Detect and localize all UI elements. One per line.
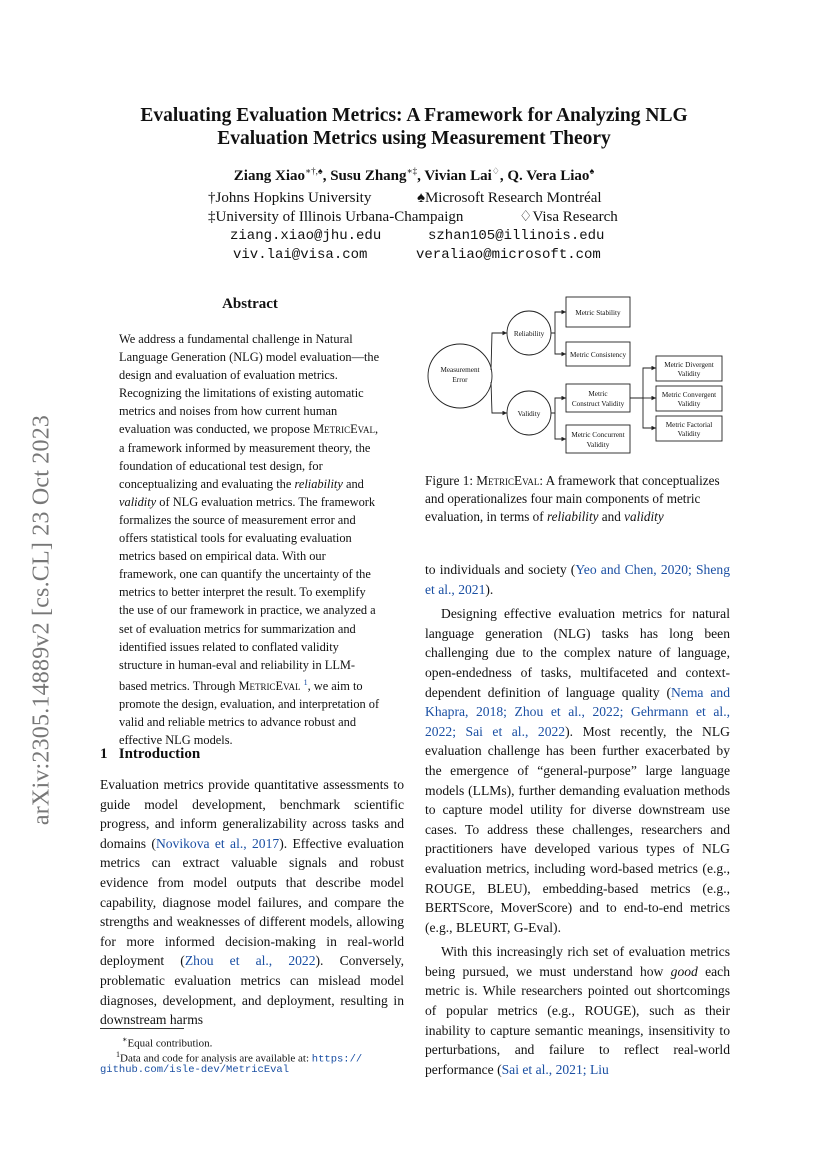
affiliation-visa: ♢Visa Research bbox=[519, 209, 618, 225]
intro-left-column bbox=[100, 775, 404, 1030]
caption-label: Figure 1: bbox=[425, 473, 477, 488]
body-text: With this increasingly rich set of evaluation metrics being pursued, we must understand how bbox=[425, 944, 730, 979]
body-text: ). Effective evaluation metrics can extract valuable signals and robust evidence from model outputs that describe model capability, diagnose model failures, and compare the strengths and weaknesses of different models, allowing for more informed decision-making in real-world deployment ( bbox=[100, 835, 404, 969]
construct-label: Metric bbox=[588, 390, 608, 398]
paragraph bbox=[425, 604, 730, 937]
caption-text: : A framework that conceptualizes and operationalizes four main components of metric evaluation, in terms of bbox=[425, 473, 720, 524]
paper-title bbox=[100, 104, 728, 150]
body-text: each metric is. While researchers pointed out shortcomings of popular metrics (e.g., ROUGE), such as their inability to capture semantic meanings, insensitivity to perturbations, and failure to reflect real-world performance ( bbox=[425, 963, 731, 1077]
metriceval-name: MetricEval bbox=[238, 678, 301, 693]
metriceval-name: MetricEval bbox=[313, 422, 375, 437]
measurement-error-label: Measurement bbox=[440, 366, 480, 374]
emphasis: reliability bbox=[294, 476, 343, 491]
body-text: ). Conversely, problematic evaluation metrics can mislead model diagnoses, development, and deployment, resulting in downstream harms bbox=[100, 953, 404, 1028]
divergent-label: Metric Divergent bbox=[664, 361, 714, 369]
body-text: ). Most recently, the NLG evaluation challenge has been further exacerbated by the emergence of “general-purpose” large language models (LLMs), further demanding evaluation methods to capture model utility for diverse downstream use cases. To address these challenges, researchers and practitioners have developed various types of NLG evaluation metrics, including word-based metrics (e.g., ROUGE, BLEU), embedding-based metrics (e.g., BERTScore, MoverScore) and to end-to-end metrics (e.g., BLEURT, G-Eval). bbox=[425, 723, 730, 935]
abstract-text: and bbox=[342, 476, 364, 491]
author-marks: ∗†,♠ bbox=[305, 166, 323, 176]
citation-link[interactable]: Yeo and Chen, 2020; Sheng et al., 2021 bbox=[425, 562, 730, 597]
reliability-label: Reliability bbox=[513, 330, 545, 338]
factorial-label: Metric Factorial bbox=[665, 421, 713, 429]
divergent-label: Validity bbox=[677, 370, 701, 378]
email-xiao[interactable]: ziang.xiao@jhu.edu bbox=[230, 228, 382, 244]
email-liao[interactable]: veraliao@microsoft.com bbox=[416, 247, 601, 263]
body-text: ). bbox=[485, 581, 494, 597]
arxiv-stamp bbox=[22, 365, 62, 875]
abstract-body bbox=[119, 330, 381, 749]
email-zhang[interactable]: szhan105@illinois.edu bbox=[428, 228, 605, 244]
author-name: Vivian Lai bbox=[424, 168, 492, 184]
paragraph bbox=[425, 560, 730, 599]
body-text: to individuals and society ( bbox=[425, 562, 576, 577]
convergent-label: Metric Convergent bbox=[661, 391, 717, 399]
emphasis: good bbox=[670, 963, 698, 979]
citation-link[interactable]: Zhou et al., 2022 bbox=[184, 953, 316, 969]
body-text: Evaluation metrics provide quantitative assessments to guide model development, benchmark scientific progress, and inform generalizability across tasks and domains ( bbox=[100, 777, 404, 851]
footnote-mark: ∗ bbox=[122, 1035, 128, 1044]
paragraph bbox=[425, 942, 730, 1079]
citation-link[interactable]: Novikova et al., 2017 bbox=[155, 835, 280, 851]
section-title: Introduction bbox=[118, 746, 201, 762]
construct-label: Construct Validity bbox=[571, 400, 625, 408]
title-line-1: Evaluating Evaluation Metrics: A Framework for Analyzing NLG bbox=[140, 105, 688, 126]
citation-link[interactable]: Sai et al., 2021; Liu bbox=[501, 1061, 609, 1077]
metriceval-name: MetricEval bbox=[476, 473, 540, 488]
author-list: Ziang Xiao∗†,♠, Susu Zhang∗‡, Vivian Lai♢, Q. Vera Liao♠ bbox=[233, 166, 595, 184]
convergent-label: Validity bbox=[677, 400, 701, 408]
code-url-part-1[interactable]: https:// bbox=[311, 1053, 363, 1066]
affiliation-uiuc: ‡University of Illinois Urbana-Champaign bbox=[208, 209, 464, 225]
email-lai[interactable]: viv.lai@visa.com bbox=[233, 247, 368, 263]
affiliation-msr: ♠Microsoft Research Montréal bbox=[417, 190, 602, 206]
author-marks: ♠ bbox=[589, 166, 595, 176]
emphasis: validity bbox=[119, 494, 157, 509]
author-name: Q. Vera Liao bbox=[507, 168, 590, 184]
intro-right-column bbox=[425, 560, 730, 1079]
code-url-part-2[interactable]: github.com/isle-dev/MetricEval bbox=[100, 1064, 290, 1076]
concurrent-label: Validity bbox=[586, 441, 610, 449]
citation-link[interactable]: Nema and Khapra, 2018; Zhou et al., 2022; Gehrmann et al., 2022; Sai et al., 2022 bbox=[425, 684, 730, 739]
footnote-mark: 1 bbox=[116, 1050, 120, 1059]
arxiv-id: arXiv:2305.14889v2 [cs.CL] 23 Oct 2023 bbox=[28, 414, 55, 826]
abstract-text: , we aim to promote the design, evaluation, and interpretation of valid and reliable metrics to advance robust and effective NLG models. bbox=[119, 678, 380, 748]
abstract-text: We address a fundamental challenge in Natural Language Generation (NLG) model evaluation—the design and evaluation of evaluation metrics. Recognizing the limitations of existing automatic metrics and noises from how current human evaluation was conducted, we propose bbox=[119, 332, 380, 437]
abstract-text: , a framework informed by measurement theory, the foundation of educational test design, for conceptualizing and evaluating the bbox=[119, 422, 379, 491]
concurrent-label: Metric Concurrent bbox=[571, 431, 625, 439]
footnote-rule bbox=[100, 1028, 184, 1029]
affiliation-jhu: †Johns Hopkins University bbox=[208, 190, 372, 206]
emphasis: reliability bbox=[546, 509, 599, 524]
author-marks: ∗‡ bbox=[406, 166, 418, 176]
validity-label: Validity bbox=[517, 410, 541, 418]
author-name: Ziang Xiao bbox=[233, 168, 306, 184]
stability-label: Metric Stability bbox=[575, 309, 621, 317]
body-text: Designing effective evaluation metrics for natural language generation (NLG) tasks has long been challenging due to the complex nature of language, open-endedness of tasks, multifaceted and context-dependent definition of language quality ( bbox=[425, 606, 730, 700]
section-heading bbox=[100, 746, 200, 763]
author-name: Susu Zhang bbox=[330, 168, 407, 184]
caption-text: and bbox=[598, 509, 625, 524]
footnote-text: Equal contribution. bbox=[127, 1037, 213, 1050]
footnote-ref[interactable]: 1 bbox=[303, 677, 308, 687]
consistency-label: Metric Consistency bbox=[569, 351, 627, 359]
footnote-url-line bbox=[100, 1062, 420, 1078]
abstract-heading: Abstract bbox=[222, 296, 278, 312]
abstract-text: of NLG evaluation metrics. The framework formalizes the source of measurement error and offers statistical tools for evaluating evaluation metrics based on empirical data. With our framework, one can quantify the uncertainty of the metrics to better interpret the result. To exemplify the use of our framework in practice, we analyzed a set of evaluation metrics for summarization and identified issues related to conflated validity structure in human-eval and reliability in LLM-based metrics. Through bbox=[119, 494, 376, 693]
emphasis: validity bbox=[624, 509, 664, 524]
author-marks: ♢ bbox=[491, 166, 500, 176]
title-line-2: Evaluation Metrics using Measurement Theory bbox=[217, 128, 611, 149]
framework-diagram bbox=[425, 292, 735, 457]
section-number: 1 bbox=[100, 746, 108, 762]
figure-caption bbox=[425, 472, 730, 526]
factorial-label: Validity bbox=[677, 430, 701, 438]
measurement-error-label: Error bbox=[452, 376, 468, 384]
footnote-text: Data and code for analysis are available at: bbox=[120, 1052, 312, 1065]
